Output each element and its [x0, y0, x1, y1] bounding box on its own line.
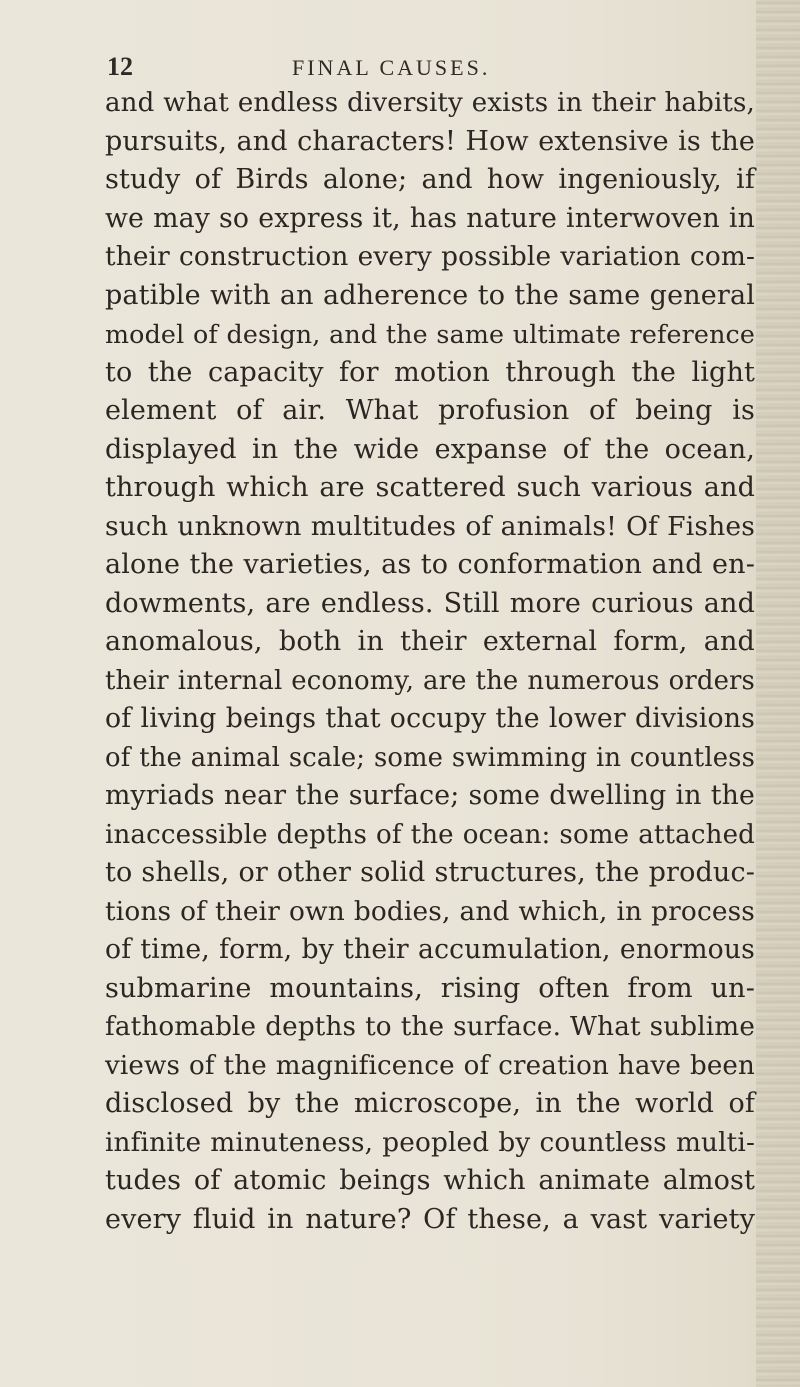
text-line: of living beings that occupy the lower divisions	[105, 703, 755, 734]
text-line: through which are scattered such various and	[105, 472, 755, 503]
text-line: disclosed by the microscope, in the world of	[105, 1088, 755, 1119]
text-line: inaccessible depths of the ocean: some attached	[105, 819, 755, 850]
text-line: fathomable depths to the surface. What sublime	[105, 1012, 755, 1042]
text-line: to the capacity for motion through the light	[105, 356, 755, 388]
text-line: infinite minuteness, peopled by countless multi-	[105, 1127, 755, 1158]
text-line: to shells, or other solid structures, the produc-	[105, 857, 755, 888]
text-line: model of design, and the same ultimate reference	[105, 319, 755, 349]
text-line: study of Birds alone; and how ingeniously, if	[105, 164, 755, 195]
text-line: we may so express it, has nature interwoven in	[105, 202, 755, 234]
page-number: 12	[107, 52, 133, 81]
text-line: pursuits, and characters! How extensive is the	[105, 125, 755, 157]
text-line: every fluid in nature? Of these, a vast variety	[105, 1203, 755, 1235]
text-line: tions of their own bodies, and which, in process	[105, 896, 755, 927]
text-line: myriads near the surface; some dwelling in the	[105, 780, 755, 811]
text-line: and what endless diversity exists in their habits,	[105, 88, 755, 118]
page-edge-shadow	[756, 0, 800, 1387]
text-line: views of the magnificence of creation have been	[105, 1050, 755, 1081]
text-line: of the animal scale; some swimming in countless	[105, 742, 755, 773]
body-text	[105, 84, 755, 1239]
text-line: of time, form, by their accumulation, enormous	[105, 934, 755, 965]
text-line: dowments, are endless. Still more curious and	[105, 587, 755, 619]
text-line: element of air. What profusion of being is	[105, 395, 755, 426]
text-line: submarine mountains, rising often from un-	[105, 972, 755, 1004]
text-line: their construction every possible variation com-	[105, 242, 755, 272]
text-line: patible with an adherence to the same general	[105, 279, 755, 311]
text-line: such unknown multitudes of animals! Of Fishes	[105, 510, 755, 542]
text-line: their internal economy, are the numerous orders	[105, 665, 755, 696]
text-line: anomalous, both in their external form, and	[105, 626, 755, 657]
running-head: FINAL CAUSES.	[292, 55, 491, 80]
text-line: tudes of atomic beings which animate almost	[105, 1165, 755, 1196]
text-line: displayed in the wide expanse of the ocean,	[105, 433, 755, 465]
text-line: alone the varieties, as to conformation and en-	[105, 549, 755, 580]
